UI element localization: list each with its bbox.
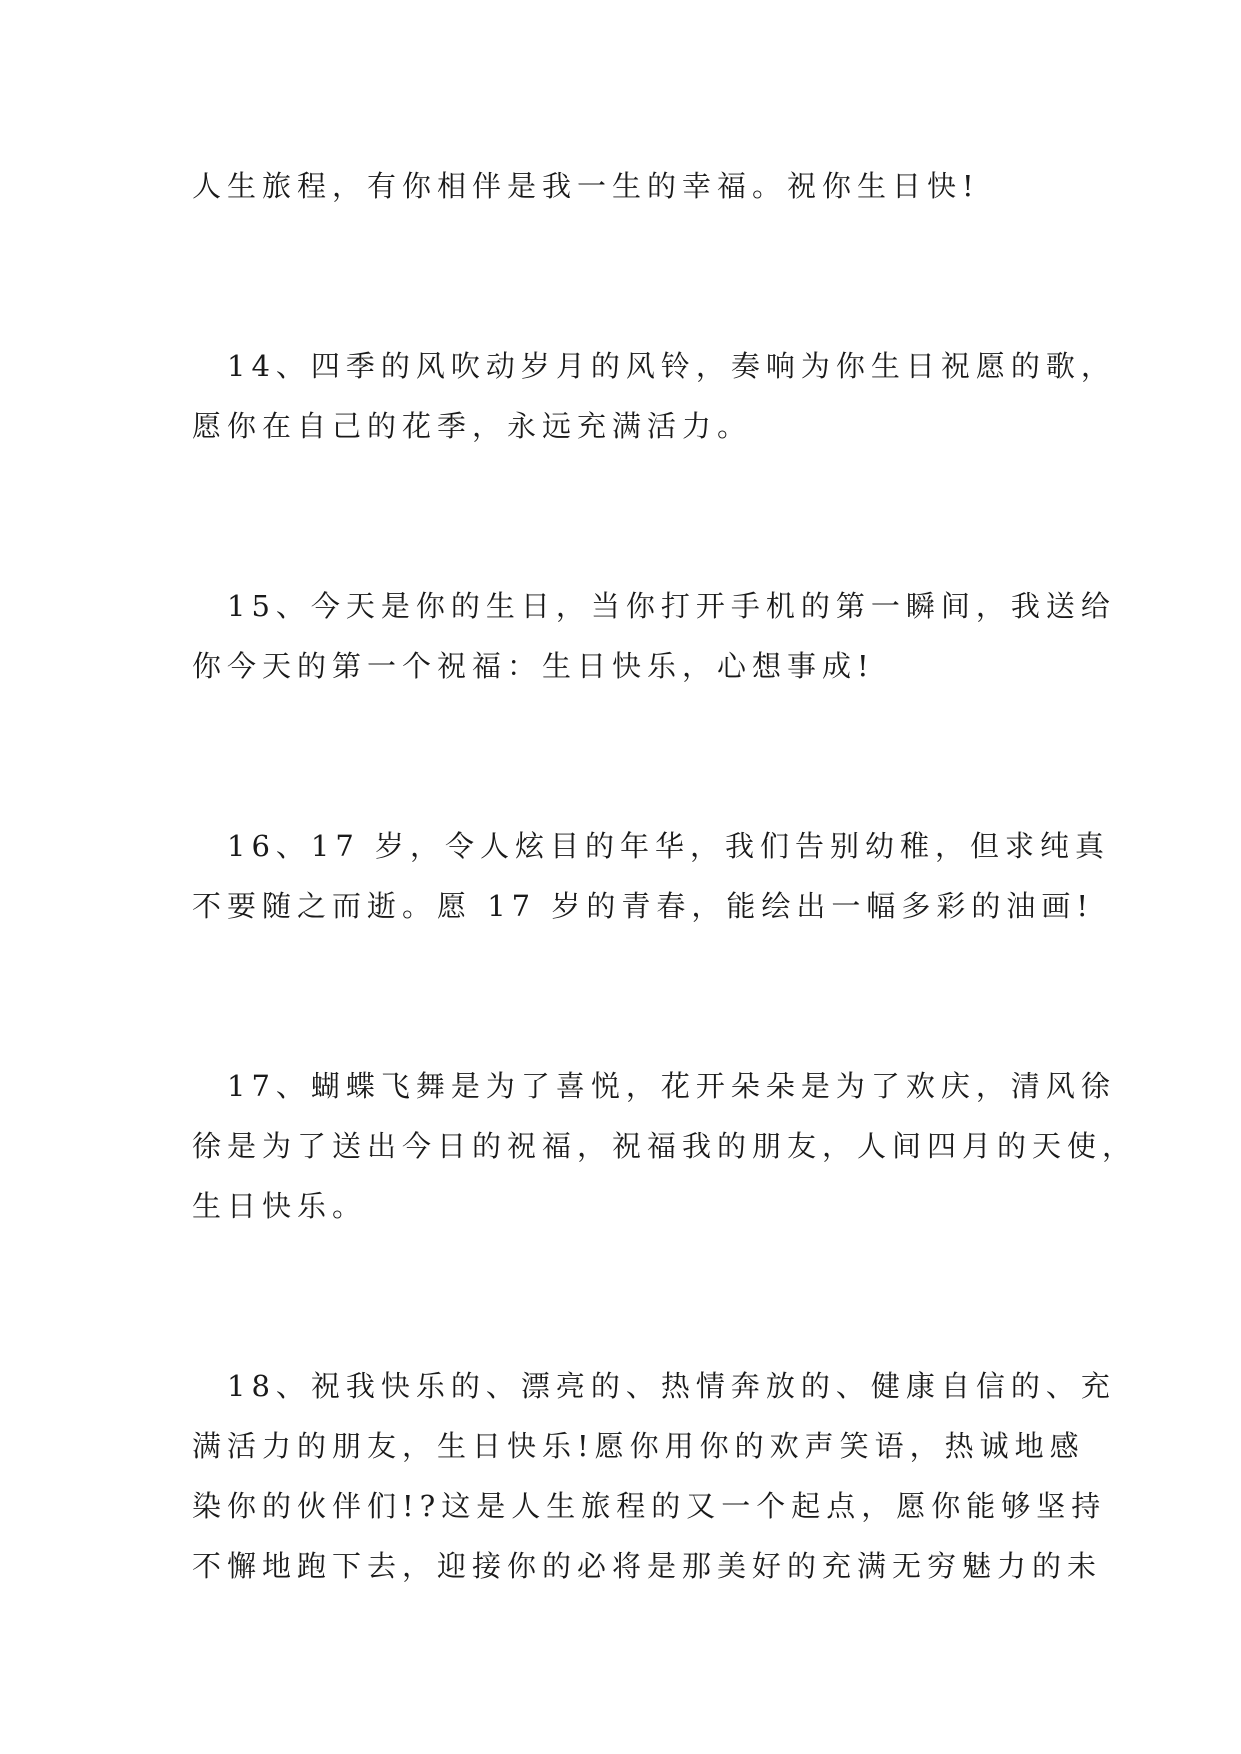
text-line: 愿你在自己的花季，永远充满活力。 bbox=[192, 409, 753, 443]
text-line: 满活力的朋友，生日快乐!愿你用你的欢声笑语，热诚地感 bbox=[192, 1429, 1085, 1463]
paragraph-17 bbox=[192, 1056, 1138, 1236]
paragraph-16 bbox=[192, 816, 1111, 936]
text-line: 人生旅程，有你相伴是我一生的幸福。祝你生日快! bbox=[192, 169, 980, 203]
text-line: 徐是为了送出今日的祝福，祝福我的朋友，人间四月的天使， bbox=[192, 1129, 1138, 1163]
text-line: 你今天的第一个祝福：生日快乐，心想事成! bbox=[192, 649, 875, 683]
paragraph-14 bbox=[192, 336, 1116, 456]
text-line: 不懈地跑下去，迎接你的必将是那美好的充满无穷魅力的未 bbox=[192, 1549, 1103, 1583]
text-line: 生日快乐。 bbox=[192, 1189, 368, 1223]
paragraph-15 bbox=[192, 576, 1116, 696]
text-line: 16、17 岁，令人炫目的年华，我们告别幼稚，但求纯真 bbox=[192, 829, 1111, 863]
text-line: 15、今天是你的生日，当你打开手机的第一瞬间，我送给 bbox=[192, 589, 1116, 623]
paragraph-13-tail bbox=[192, 156, 1052, 216]
text-line: 18、祝我快乐的、漂亮的、热情奔放的、健康自信的、充 bbox=[192, 1369, 1116, 1403]
text-line: 染你的伙伴们!?这是人生旅程的又一个起点，愿你能够坚持 bbox=[192, 1489, 1107, 1523]
paragraph-18 bbox=[192, 1356, 1116, 1596]
text-line: 不要随之而逝。愿 17 岁的青春，能绘出一幅多彩的油画! bbox=[192, 889, 1094, 923]
text-line: 14、四季的风吹动岁月的风铃，奏响为你生日祝愿的歌， bbox=[192, 349, 1116, 383]
text-line: 17、蝴蝶飞舞是为了喜悦，花开朵朵是为了欢庆，清风徐 bbox=[192, 1069, 1116, 1103]
